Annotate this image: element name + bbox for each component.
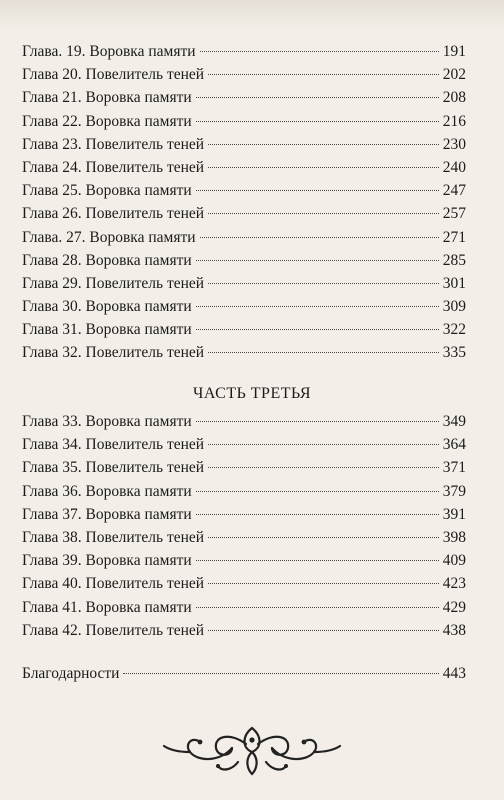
- toc-entry-title: Глава 33. Воровка памяти: [22, 413, 192, 430]
- toc-entry-title: Глава 30. Воровка памяти: [22, 298, 192, 316]
- toc-entry-page: 391: [442, 505, 466, 523]
- toc-entry-page: 257: [442, 205, 466, 223]
- toc-entry: [22, 272, 466, 295]
- toc-entry: [22, 596, 466, 619]
- toc-entry: [22, 549, 466, 572]
- toc-entry-title: Глава 25. Воровка памяти: [22, 182, 192, 200]
- toc-entry-title: Глава 28. Воровка памяти: [22, 251, 192, 269]
- dot-leader: [208, 213, 439, 214]
- toc-entry: [22, 341, 466, 364]
- toc-entry-title: Глава 37. Воровка памяти: [22, 505, 192, 523]
- toc-entry-page: 202: [442, 66, 466, 84]
- toc-entry: [22, 662, 466, 685]
- toc-part-three-list: [22, 410, 466, 642]
- toc-entry: [22, 456, 466, 479]
- toc-entry: [22, 572, 466, 595]
- dot-leader: [208, 144, 439, 145]
- toc-entry-page: 443: [442, 665, 466, 682]
- dot-leader: [196, 190, 439, 191]
- dot-leader: [208, 583, 439, 584]
- toc-entry: [22, 249, 466, 272]
- toc-entry-title: Глава 35. Повелитель теней: [22, 459, 205, 477]
- toc-entry: [22, 526, 466, 549]
- toc-entry: [22, 226, 466, 249]
- dot-leader: [196, 97, 439, 98]
- toc-entry-page: 271: [442, 228, 466, 246]
- toc-entry-page: 309: [442, 298, 466, 316]
- toc-entry-title: Благодарности: [22, 665, 120, 682]
- dot-leader: [208, 167, 439, 168]
- toc-entry-page: 349: [442, 413, 466, 430]
- toc-entry-page: 301: [442, 274, 466, 292]
- dot-leader: [196, 329, 439, 330]
- dot-leader: [196, 306, 439, 307]
- toc-entry-title: Глава 21. Воровка памяти: [22, 89, 192, 107]
- toc-entry-title: Глава 31. Воровка памяти: [22, 321, 192, 339]
- toc-entry: [22, 503, 466, 526]
- toc-entry-title: Глава 29. Повелитель теней: [22, 274, 205, 292]
- toc-entry: [22, 86, 466, 109]
- toc-entry-page: 247: [442, 182, 466, 200]
- dot-leader: [200, 51, 439, 52]
- toc-entry: [22, 156, 466, 179]
- toc-entry: [22, 410, 466, 433]
- toc-entry-page: 438: [442, 621, 466, 639]
- toc-entry: [22, 202, 466, 225]
- dot-leader: [196, 607, 439, 608]
- dot-leader: [200, 237, 439, 238]
- toc-entry: [22, 179, 466, 202]
- toc-entry-page: 409: [442, 552, 466, 570]
- toc-entry-page: 285: [442, 251, 466, 269]
- toc-entry-title: Глава. 27. Воровка памяти: [22, 228, 196, 246]
- toc-entry: [22, 110, 466, 133]
- dot-leader: [208, 352, 439, 353]
- toc-entry-page: 335: [442, 344, 466, 362]
- toc-entry-title: Глава 20. Повелитель теней: [22, 66, 205, 84]
- dot-leader: [123, 673, 438, 674]
- toc-acknowledgements: [22, 662, 466, 685]
- dot-leader: [208, 630, 439, 631]
- toc-entry-page: 216: [442, 112, 466, 130]
- dot-leader: [196, 491, 439, 492]
- toc-entry: [22, 295, 466, 318]
- toc-entry-title: Глава 34. Повелитель теней: [22, 436, 205, 454]
- toc-entry-page: 191: [442, 43, 466, 60]
- toc-entry-page: 208: [442, 89, 466, 107]
- toc-part-two-list: [22, 40, 466, 365]
- dot-leader: [208, 74, 439, 75]
- toc-entry-title: Глава 40. Повелитель теней: [22, 575, 205, 593]
- toc-entry-title: Глава 36. Воровка памяти: [22, 482, 192, 500]
- toc-entry: [22, 480, 466, 503]
- toc-entry-title: Глава 22. Воровка памяти: [22, 112, 192, 130]
- dot-leader: [196, 260, 439, 261]
- toc-entry-page: 230: [442, 135, 466, 153]
- dot-leader: [196, 514, 439, 515]
- toc-entry-title: Глава 32. Повелитель теней: [22, 344, 205, 362]
- toc-entry-title: Глава 39. Воровка памяти: [22, 552, 192, 570]
- decorative-flourish-icon: [162, 722, 342, 778]
- toc-entry-title: Глава 26. Повелитель теней: [22, 205, 205, 223]
- toc-entry-page: 371: [442, 459, 466, 477]
- dot-leader: [196, 121, 439, 122]
- toc-entry-page: 322: [442, 321, 466, 339]
- toc-entry-title: Глава. 19. Воровка памяти: [22, 43, 196, 60]
- dot-leader: [208, 444, 439, 445]
- toc-entry-title: Глава 38. Повелитель теней: [22, 528, 205, 546]
- dot-leader: [208, 283, 439, 284]
- toc-entry-title: Глава 24. Повелитель теней: [22, 158, 205, 176]
- dot-leader: [208, 467, 439, 468]
- toc-entry-page: 379: [442, 482, 466, 500]
- toc-entry-title: Глава 41. Воровка памяти: [22, 598, 192, 616]
- toc-entry-page: 398: [442, 528, 466, 546]
- toc-entry: [22, 133, 466, 156]
- toc-entry-title: Глава 23. Повелитель теней: [22, 135, 205, 153]
- toc-entry: [22, 619, 466, 642]
- toc-entry-page: 364: [442, 436, 466, 454]
- toc-entry: [22, 318, 466, 341]
- toc-entry-page: 240: [442, 158, 466, 176]
- dot-leader: [208, 537, 439, 538]
- toc-entry: [22, 63, 466, 86]
- toc-entry-page: 429: [442, 598, 466, 616]
- toc-entry: [22, 40, 466, 63]
- toc-entry: [22, 433, 466, 456]
- toc-entry-title: Глава 42. Повелитель теней: [22, 621, 205, 639]
- dot-leader: [196, 560, 439, 561]
- dot-leader: [196, 421, 439, 422]
- page-top-shadow: [0, 0, 504, 30]
- toc-entry-page: 423: [442, 575, 466, 593]
- part-three-heading: ЧАСТЬ ТРЕТЬЯ: [192, 385, 311, 402]
